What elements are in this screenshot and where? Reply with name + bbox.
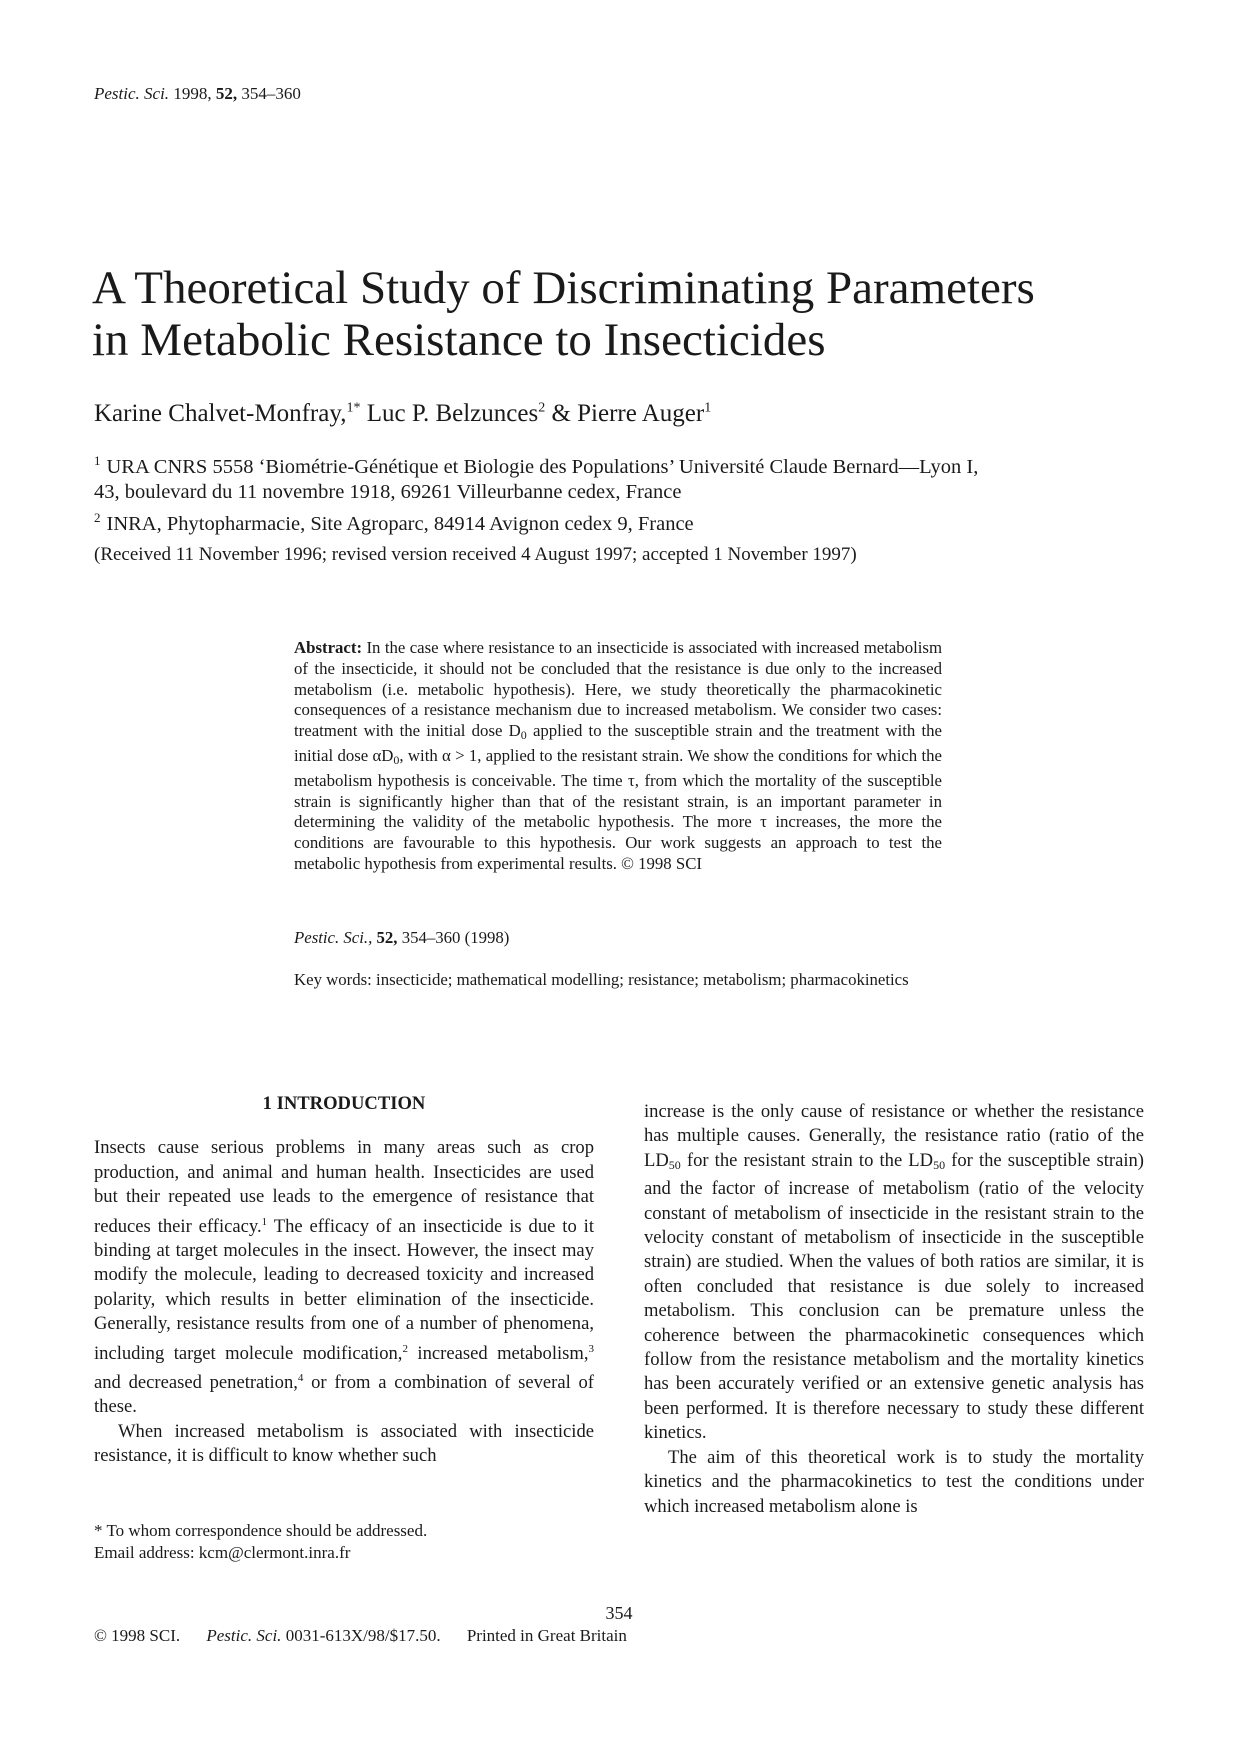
running-head (94, 84, 301, 104)
intro-text-b: The efficacy of an insecticide is due to it binding at target molecules in the insect. However, the insect may modify the molecule, leading to decreased toxicity and increased polarity, which results in better elimination of the insecticide. Generally, resistance results from one of a number of phenomena, including target molecule modification, (94, 1215, 594, 1364)
affiliation-1 (94, 448, 1154, 480)
footnote (94, 1520, 594, 1564)
abstract-sub-2: 0 (393, 752, 400, 767)
left-column (94, 1092, 594, 1469)
affiliations (94, 448, 1154, 537)
intro-text-a: Insects cause serious problems in many areas such as crop production, and animal and human health. Insecticides are used but their repeated use leads to the emergence of resistance that reduces their efficacy. (94, 1137, 594, 1237)
citation-volume: 52, (376, 928, 398, 947)
page-number: 354 (605, 1603, 633, 1623)
right-paragraph-1 (644, 1100, 1144, 1446)
abstract-text-1: In the case where resistance to an insecticide is associated with increased metabolism of the insecticide, it should not be concluded that the resistance is due only to the increased metabolism (i.e. metabolic hypothesis). Here, we study theoretically the pharmacokinetic consequences of a resistance mechanism due to increased metabolism. We consider two cases: treatment with the initial dose D (294, 638, 942, 741)
abstract-label: Abstract: (294, 638, 363, 657)
author-2-affil: 2 (538, 400, 546, 416)
received-dates: (Received 11 November 1996; revised version received 4 August 1997; accepted 1 November 1997) (94, 544, 857, 565)
footer-journal: Pestic. Sci. (206, 1626, 282, 1645)
citation-journal: Pestic. Sci., (294, 928, 373, 947)
running-head-volume: 52, (215, 84, 238, 103)
footer-copyright: © 1998 SCI. (94, 1626, 181, 1645)
affiliation-2-number: 2 (94, 509, 101, 525)
section-heading: 1 INTRODUCTION (262, 1093, 426, 1114)
ref-4: 4 (297, 1372, 304, 1385)
abstract-text-3: , with α > 1, applied to the resistant strain. We show the conditions for which the metabolism hypothesis is conceivable. The time τ, from which the mortality of the susceptible strain is significantly higher than that of the resistant strain, is an important parameter in determining the validity of the metabolic hypothesis. The more τ increases, the more the conditions are favourable to this hypothesis. Our work suggests an approach to test the metabolic hypothesis from experimental results. © 1998 SCI (294, 745, 942, 873)
right-column (644, 1100, 1144, 1519)
footer-issn: 0031-613X/98/$17.50. (285, 1626, 441, 1645)
right-paragraph-2: The aim of this theoretical work is to study the mortality kinetics and the pharmacokinetics to test the conditions under which increased metabolism alone is (644, 1446, 1144, 1517)
ref-2: 2 (402, 1342, 408, 1355)
intro-paragraph-1 (94, 1136, 594, 1419)
running-head-pages: 354–360 (241, 84, 301, 103)
citation (294, 928, 509, 948)
abstract-text-2: applied to the susceptible strain and the treatment with the initial dose αD (294, 721, 942, 765)
author-3-affil: 1 (704, 400, 712, 416)
intro-text-e: or from a combination of several of these. (94, 1372, 594, 1418)
author-separator: & (551, 400, 571, 427)
affiliation-2-line-1: INRA, Phytopharmacie, Site Agroparc, 84914 Avignon cedex 9, France (106, 512, 694, 535)
abstract (294, 638, 942, 875)
right-text-b: for the resistant strain to the LD (680, 1149, 934, 1171)
affiliation-1-number: 1 (94, 453, 101, 468)
affiliation-1-line-1: URA CNRS 5558 ‘Biométrie-Génétique et Biologie des Populations’ Université Claude Bernard—Lyon I, (106, 455, 979, 478)
ref-1: 1 (261, 1215, 268, 1228)
keywords: Key words: insecticide; mathematical modelling; resistance; metabolism; pharmacokinetics (294, 970, 909, 989)
affiliation-2 (94, 505, 1154, 537)
affiliation-1-line-2: 43, boulevard du 11 novembre 1918, 69261 Villeurbanne cedex, France (94, 480, 682, 503)
intro-paragraph-2: When increased metabolism is associated with insecticide resistance, it is difficult to know whether such (94, 1420, 594, 1467)
footnote-correspondence: * To whom correspondence should be addressed. (94, 1521, 428, 1540)
footer (94, 1626, 649, 1646)
author-2: Luc P. Belzunces (366, 400, 539, 427)
right-text-a: increase is the only cause of resistance or whether the resistance has multiple causes. Generally, the resistance ratio (ratio of the LD (644, 1101, 1144, 1171)
footnote-email: Email address: kcm@clermont.inra.fr (94, 1543, 351, 1562)
title-line-2: in Metabolic Resistance to Insecticides (92, 314, 826, 366)
intro-text-d: and decreased penetration, (94, 1372, 298, 1394)
article-title (92, 262, 1172, 366)
footer-printed: Printed in Great Britain (466, 1626, 627, 1645)
ref-3: 3 (588, 1342, 594, 1355)
intro-text-c: increased metabolism, (407, 1342, 589, 1364)
author-1-affil: 1* (346, 400, 361, 416)
ld50-sub-1: 50 (668, 1157, 681, 1172)
right-text-c: for the susceptible strain) and the factor of increase of metabolism (ratio of the velocity constant of metabolism of insecticide in the resistant strain to the velocity constant of metabolism of insecticide in the susceptible strain) are studied. When the values of both ratios are similar, it is often concluded that resistance is due solely to increased metabolism. This conclusion can be premature unless the coherence between the pharmacokinetic consequences which follow from the resistance metabolism and the mortality kinetics has been accurately verified or an extensive genetic analysis has been performed. It is therefore necessary to study these different kinetics. (644, 1149, 1144, 1444)
ld50-sub-2: 50 (933, 1157, 946, 1172)
running-head-year: 1998, (173, 84, 212, 103)
running-head-journal: Pestic. Sci. (94, 84, 170, 103)
author-list (94, 400, 711, 428)
title-line-1: A Theoretical Study of Discriminating Parameters (92, 262, 1035, 314)
author-1: Karine Chalvet-Monfray, (94, 400, 347, 427)
citation-rest: 354–360 (1998) (401, 928, 510, 947)
abstract-sub-1: 0 (520, 728, 527, 743)
author-3: Pierre Auger (577, 400, 705, 427)
